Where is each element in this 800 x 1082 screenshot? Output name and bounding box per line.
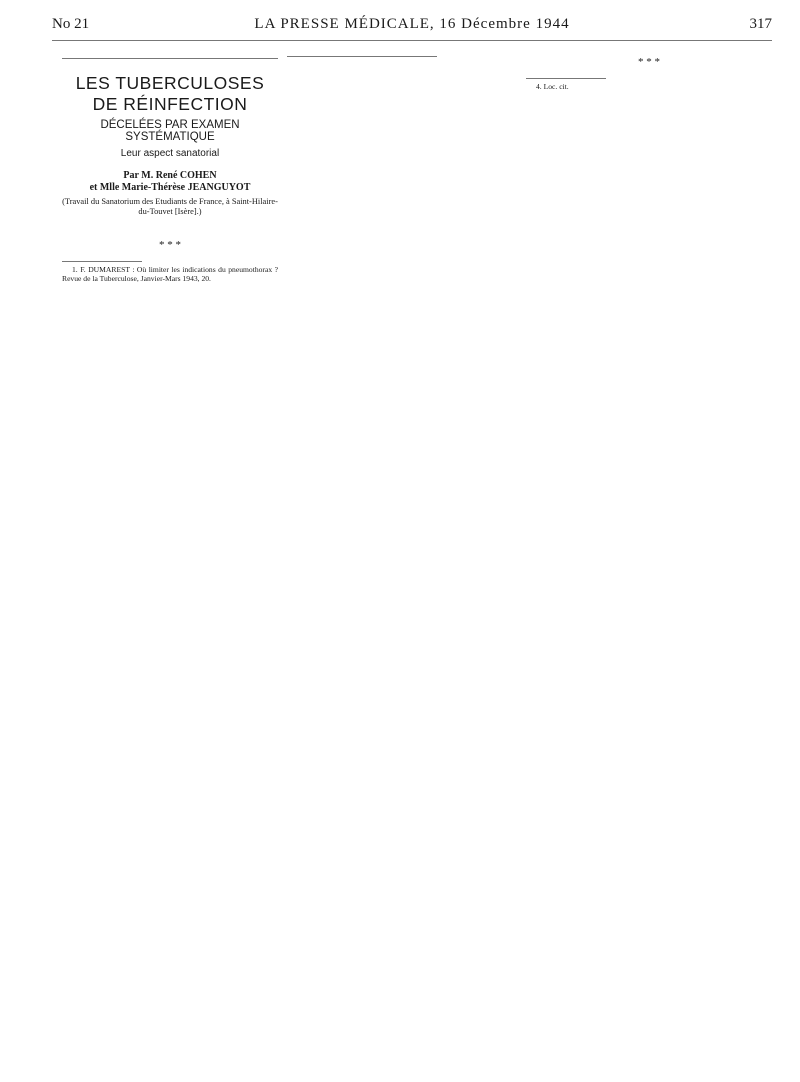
column-2 [287,46,515,61]
footnote-rule [287,56,437,57]
page-header [52,16,772,38]
section-break: * * * [159,239,181,252]
footnote-rule [526,78,606,79]
article-subtitle: DÉCELÉES PAR EXAMEN SYSTÉMATIQUE [100,119,240,144]
section-divider [62,58,278,59]
section-break: * * * [638,56,660,68]
title-line-1: LES TUBERCULOSES [75,73,265,93]
issue-number: No 21 [52,16,90,32]
footnote-rule [62,261,142,262]
article-title [62,73,278,115]
author-2: et Mlle Marie-Thérèse JEANGUYOT [89,182,251,194]
footnote-1: 1. F. DUMAREST : Où limiter les indications du pneumothorax ? Revue de la Tuberculose, Janvier-Mars 1943, 20. [62,265,278,284]
column-3 [526,46,772,92]
footnote-4: 4. Loc. cit. [536,82,569,92]
authors [62,170,278,194]
column-1 [62,46,278,284]
article-subheading: Leur aspect sanatorial [120,148,220,160]
header-rule [52,40,772,41]
title-line-2: DE RÉINFECTION [92,94,248,114]
page-number: 317 [749,16,772,32]
affiliation: (Travail du Sanatorium des Etudiants de France, à Saint-Hilaire-du-Touvet [Isère].) [62,197,278,217]
journal-title: LA PRESSE MÉDICALE, 16 Décembre 1944 [254,16,570,32]
author-1: Par M. René COHEN [123,170,217,182]
